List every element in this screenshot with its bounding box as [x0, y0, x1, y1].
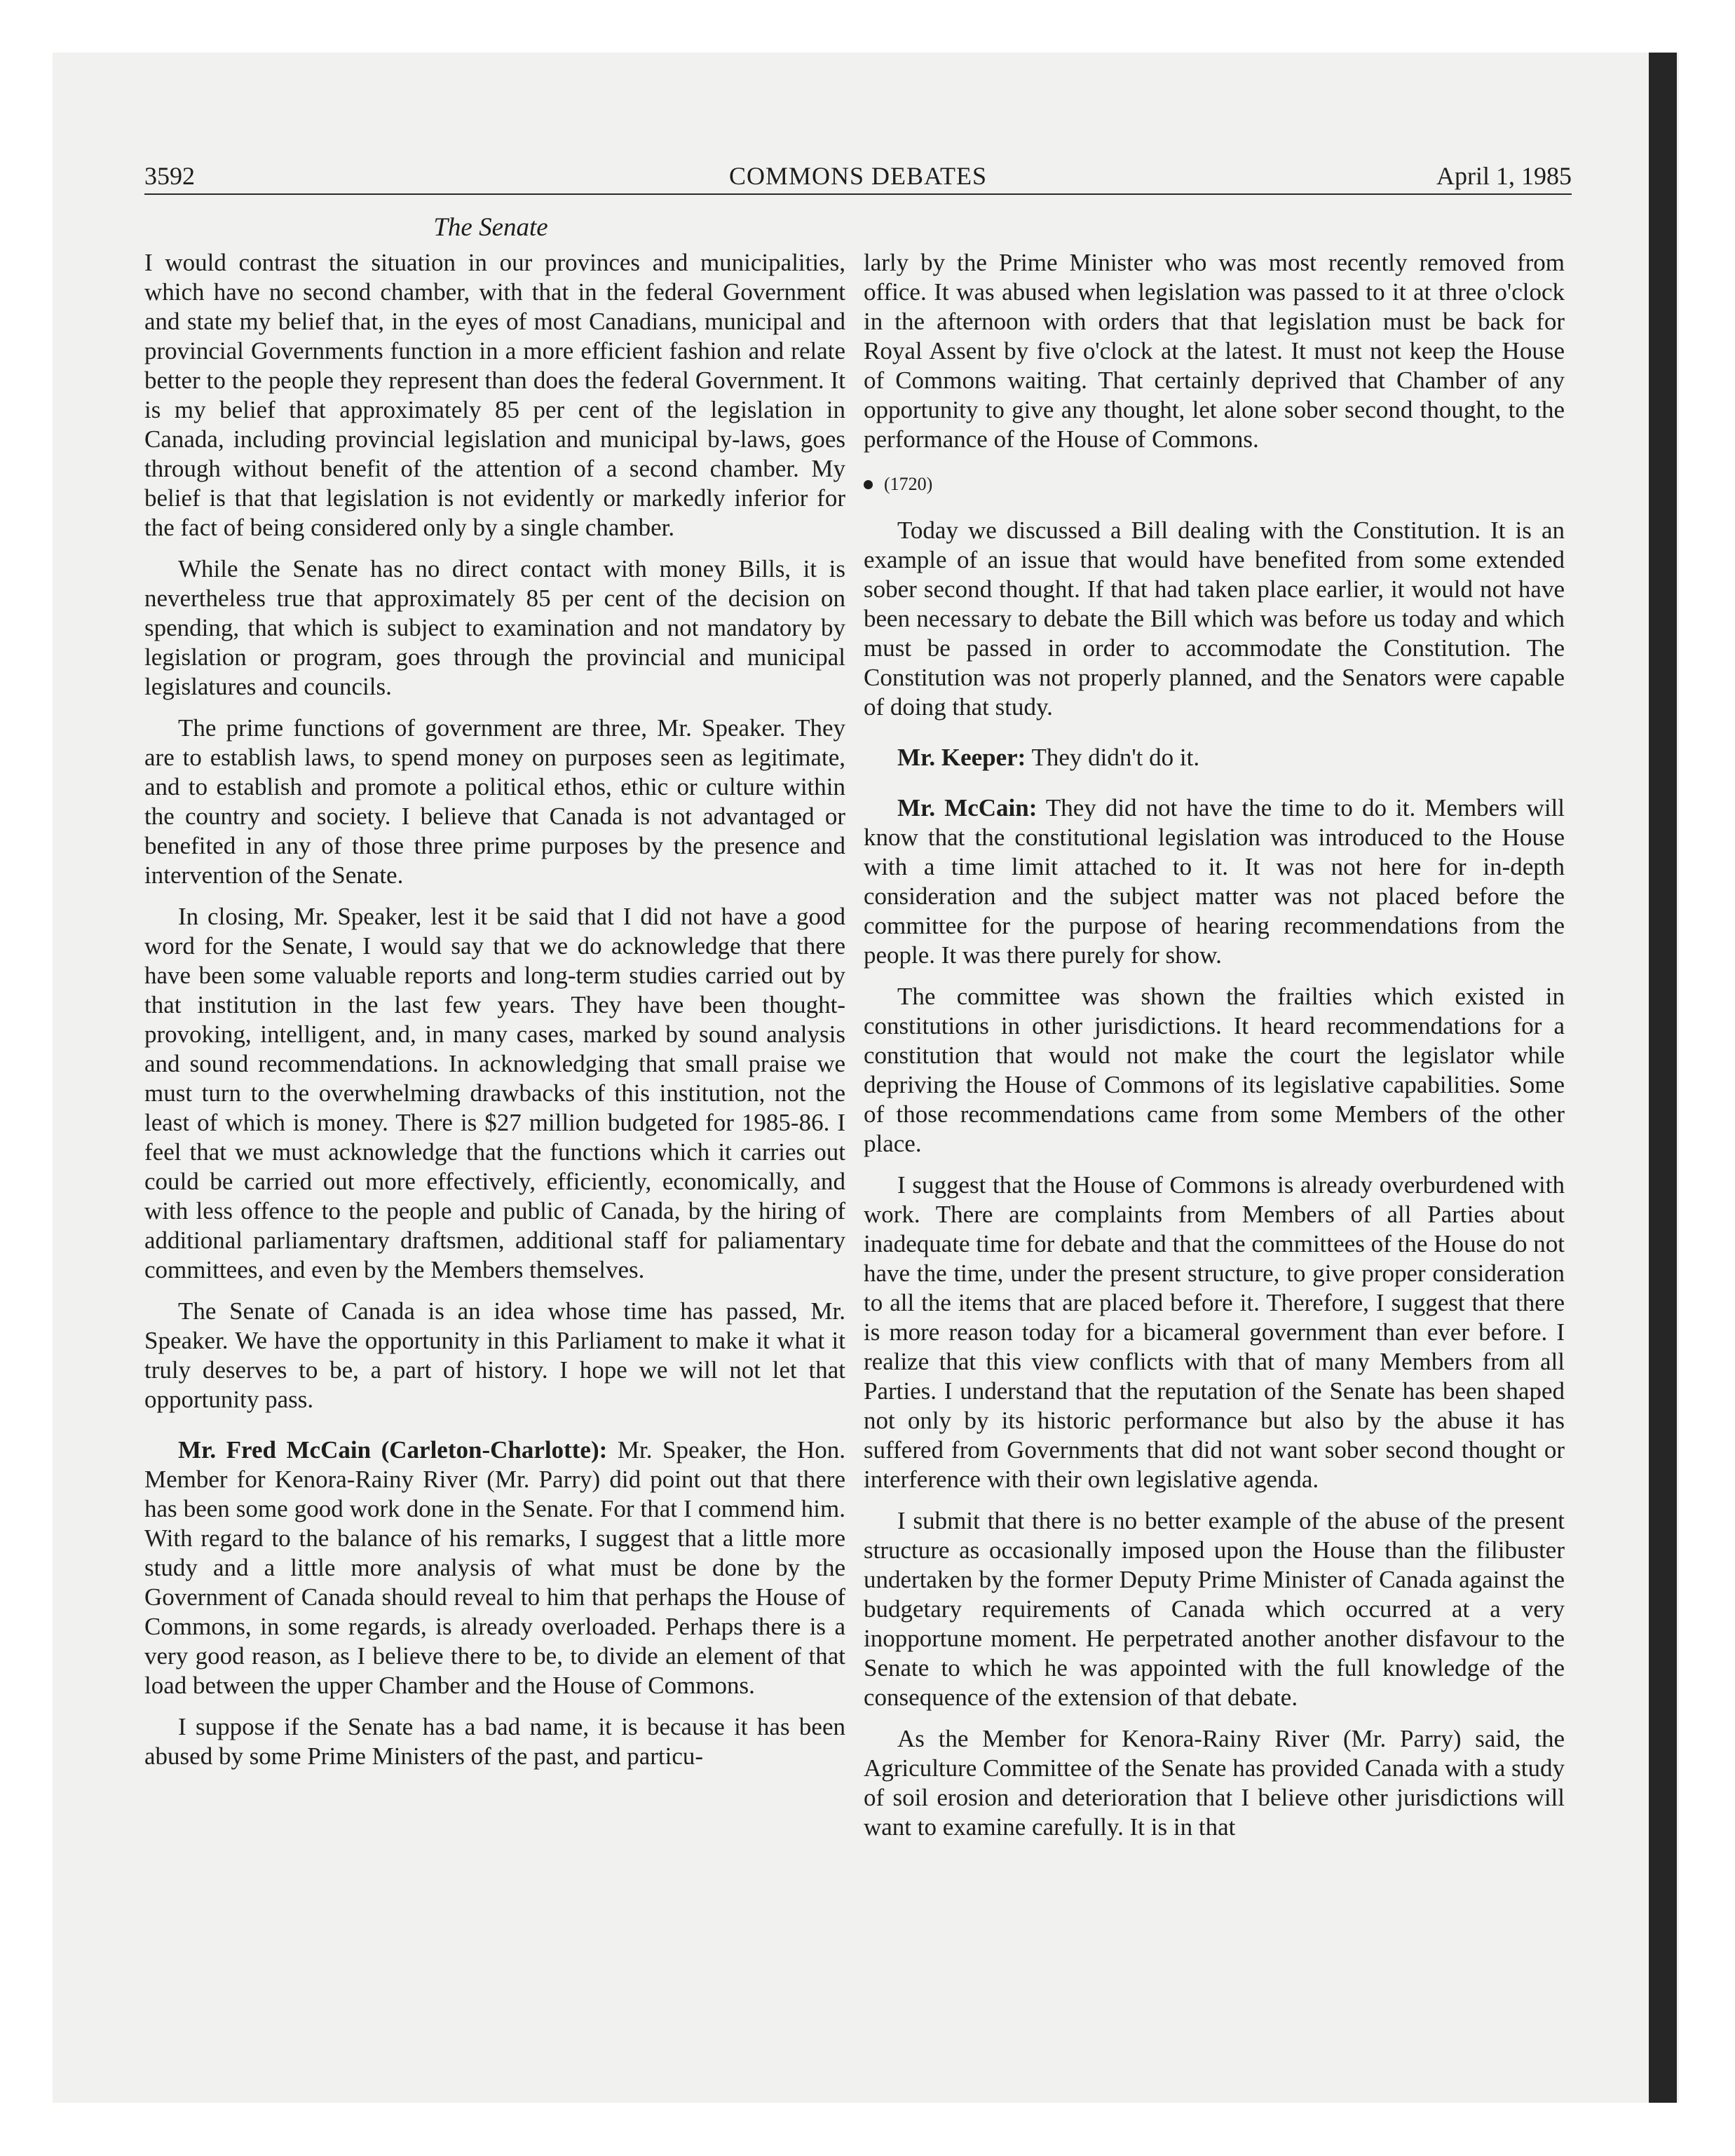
page-number: 3592 — [144, 162, 195, 190]
scan-edge-bar — [1649, 53, 1677, 2103]
speaker-name: Mr. McCain: — [897, 794, 1037, 821]
paragraph: The committee was shown the frailties which existed in constitutions in other jurisdictions. It heard recommendations for a constitution that would not make the court the legislator while depriving the House of Commons of its legislative capabilities. Some of those recommendations came from some Members of the other place. — [864, 983, 1565, 1157]
time-marker — [864, 470, 1565, 499]
bullet-icon — [864, 480, 873, 489]
speech-paragraph — [864, 743, 1565, 772]
left-column — [144, 248, 845, 1783]
right-column — [864, 248, 1565, 1854]
paragraph: I submit that there is no better example of the abuse of the present structure as occasionally imposed upon the House than the filibuster undertaken by the former Deputy Prime Minister of Canada against the budgetary requirements of Canada which occurred at a very inopportune moment. He perpetrated another another disfavour to the Senate to which he was appointed with the full knowledge of the consequence of the extension of that debate. — [864, 1507, 1565, 1711]
paragraph: I would contrast the situation in our provinces and municipalities, which have no second chamber, with that in the federal Government and state my belief that, in the eyes of most Canadians, municipal and provincial Governments function in a more efficient fashion and relate better to the people they represent than does the federal Government. It is my belief that approximately 85 per cent of the legislation in Canada, including provincial legislation and municipal by-laws, goes through without benefit of the attention of a second chamber. My belief is that that legislation is not evidently or markedly inferior for the fact of being considered only by a single chamber. — [144, 249, 845, 541]
paragraph: While the Senate has no direct contact with money Bills, it is nevertheless true that approximately 85 per cent of the decision on spending, that which is subject to examination and not mandatory by legislation or program, goes through the provincial and municipal legislatures and councils. — [144, 555, 845, 700]
time-marker-label: (1720) — [884, 474, 933, 494]
speaker-name: Mr. Keeper: — [897, 744, 1026, 771]
paragraph: In closing, Mr. Speaker, lest it be said that I did not have a good word for the Senate, I would say that we do acknowledge that there have been some valuable reports and long-term studies carried out by that institution in the last few years. They have been thought-provoking, intelligent, and, in many cases, marked by sound analysis and sound recommendations. In acknowledging that small praise we must turn to the overwhelming drawbacks of this institution, not the least of which is money. There is $27 million budgeted for 1985-86. I feel that we must acknowledge that the functions which it carries out could be carried out more effectively, efficiently, economically, and with less offence to the people and public of Canada, by the hiring of additional parliamentary draftsmen, additional staff for paliamentary committees, and even by the Members themselves. — [144, 903, 845, 1283]
paragraph: The Senate of Canada is an idea whose time has passed, Mr. Speaker. We have the opportunity in this Parliament to make it what it truly deserves to be, a part of history. I hope we will not let that opportunity pass. — [144, 1297, 845, 1413]
speech-text: Mr. Speaker, the Hon. Member for Kenora-Rainy River (Mr. Parry) did point out that there has been some good work done in the Senate. For that I commend him. With regard to the balance of his remarks, I suggest that a little more study and a little more analysis of what must be done by the Government of Canada should reveal to him that perhaps the House of Commons, in some regards, is already overloaded. Perhaps there is a very good reason, as I believe there to be, to divide an element of that load between the upper Chamber and the House of Commons. — [144, 1436, 846, 1699]
paragraph: I suppose if the Senate has a bad name, it is because it has been abused by some Prime Ministers of the past, and particu- — [144, 1713, 845, 1770]
speech-paragraph — [864, 793, 1565, 970]
issue-date: April 1, 1985 — [1436, 162, 1572, 190]
speech-text: They didn't do it. — [1031, 744, 1200, 771]
paragraph: larly by the Prime Minister who was most recently removed from office. It was abused when legislation was passed to it at three o'clock in the afternoon with orders that that legislation must be back for Royal Assent by five o'clock at the latest. It must not keep the House of Commons waiting. That certainly deprived that Chamber of any opportunity to give any thought, let alone sober second thought, to the performance of the House of Commons. — [864, 249, 1565, 453]
paragraph: Today we discussed a Bill dealing with the Constitution. It is an example of an issue that would have benefited from some extended sober second thought. If that had taken place earlier, it would not have been necessary to debate the Bill which was before us today and which must be passed in order to accommodate the Constitution. The Constitution was not properly planned, and the Senators were capable of doing that study. — [864, 517, 1565, 721]
paragraph: As the Member for Kenora-Rainy River (Mr. Parry) said, the Agriculture Committee of the Senate has provided Canada with a study of soil erosion and deterioration that I believe other jurisdictions will want to examine carefully. It is in that — [864, 1725, 1565, 1841]
speech-text: They did not have the time to do it. Members will know that the constitutional legislation was introduced to the House with a time limit attached to it. It was not here for in-depth consideration and the subject matter was not placed before the committee for the purpose of hearing recommendations from the people. It was there purely for show. — [864, 794, 1565, 969]
paragraph: I suggest that the House of Commons is already overburdened with work. There are complaints from Members of all Parties about inadequate time for debate and that the committees of the House do not have the time, under the present structure, to give proper consideration to all the items that are placed before it. Therefore, I suggest that there is more reason today for a bicameral government than ever before. I realize that this view conflicts with that of many Members from all Parties. I understand that the reputation of the Senate has been shaped not only by its historic performance but also by the abuse it has suffered from Governments that did not want sober second thought or interference with their own legislative agenda. — [864, 1171, 1565, 1493]
speech-paragraph — [144, 1435, 845, 1700]
journal-title: COMMONS DEBATES — [728, 162, 988, 190]
speaker-name: Mr. Fred McCain (Carleton-Charlotte): — [178, 1436, 608, 1464]
paragraph: The prime functions of government are three, Mr. Speaker. They are to establish laws, to spend money on purposes seen as legitimate, and to establish and promote a political ethos, ethic or culture within the country and society. I believe that Canada is not advantaged or benefited in any of those three prime purposes by the presence and intervention of the Senate. — [144, 714, 845, 889]
section-title: The Senate — [433, 213, 548, 242]
page-header — [144, 160, 1572, 195]
